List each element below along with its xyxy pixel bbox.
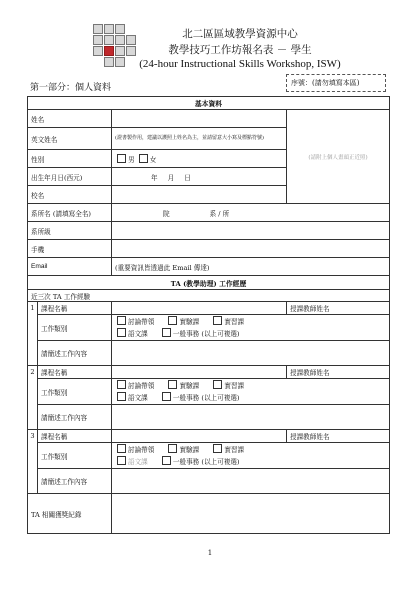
practice-label: 實習課 [224,317,245,326]
year-label: 年 [151,173,158,182]
phone-label: 手機 [28,240,112,258]
part-one-label: 第一部分：個人資料 [30,83,112,93]
type-label: 工作類別 [38,379,112,405]
language-label: 語文課 [128,329,148,338]
discuss-label: 討論帶領 [128,445,155,454]
discuss-label: 討論帶領 [128,317,155,326]
multi-note: (以上可複選) [201,329,240,338]
birth-label: 出生年月日(西元) [28,168,112,186]
teacher-label: 授課教師姓名 [287,302,390,315]
lab-label: 實驗課 [179,445,200,454]
discuss-checkbox[interactable] [117,380,126,389]
practice-checkbox[interactable] [213,380,222,389]
lab-label: 實驗課 [179,381,200,390]
discuss-checkbox[interactable] [117,316,126,325]
photo-box[interactable]: (請附上個人畫頭正近照) [287,110,390,204]
practice-checkbox[interactable] [213,444,222,453]
general-checkbox[interactable] [162,392,171,401]
general-checkbox[interactable] [162,456,171,465]
course-field[interactable] [112,430,287,443]
desc-label: 請簡述工作內容 [38,405,112,430]
general-label: 一般事務 [172,329,200,338]
awards-field[interactable] [112,494,390,534]
dept-unit-label: 系 / 所 [209,209,230,218]
ta-recent-label: 近三次 TA 工作經驗 [28,290,390,302]
awards-label: TA 相關獲獎紀錄 [28,494,112,534]
form-subtitle: (24-hour Instructional Skills Workshop, ISW) [139,58,341,70]
eng-name-note[interactable]: (證書製作用，建議以護照上姓名為主，並請留意大小寫及標點符號) [112,128,287,150]
teacher-label: 授課教師姓名 [287,430,390,443]
phone-field[interactable] [112,240,390,258]
email-field[interactable] [112,258,390,276]
course-label: 課程名稱 [38,302,112,315]
form-title: 教學技巧工作坊報名表 － 學生 [168,44,312,56]
month-label: 月 [167,173,175,182]
language-checkbox[interactable] [117,392,126,401]
eng-name-label: 英文姓名 [28,128,112,150]
type-options [112,443,390,469]
entry-number: 2 [28,366,38,430]
entry-number: 1 [28,302,38,366]
discuss-checkbox[interactable] [117,444,126,453]
ta-section-title: TA (教學助理) 工作經歷 [28,276,390,290]
language-checkbox[interactable] [117,456,126,465]
teacher-label: 授課教師姓名 [287,366,390,379]
serial-box: 序號：(請勿填寫本區) [286,74,386,92]
language-label: 語文課 [128,393,148,402]
birth-field[interactable] [112,168,287,186]
day-label: 日 [184,173,191,182]
discuss-label: 討論帶領 [128,381,155,390]
gender-options [112,150,287,168]
page-number: 1 [207,549,213,557]
type-options [112,315,390,341]
dept-label: 系所名 (請填寫全名) [28,204,112,222]
course-field[interactable] [112,302,287,315]
grade-label: 系所級 [28,222,112,240]
center-name: 北二區區域教學資源中心 [182,28,298,40]
practice-label: 實習課 [224,381,245,390]
grade-field[interactable] [112,222,390,240]
language-checkbox[interactable] [117,328,126,337]
general-label: 一般事務 [172,457,200,466]
desc-field[interactable] [112,405,390,430]
practice-checkbox[interactable] [213,316,222,325]
male-label: 男 [128,155,135,164]
desc-field[interactable] [112,341,390,366]
name-field[interactable] [112,110,287,128]
school-label: 校名 [28,186,112,204]
multi-note: (以上可複選) [201,393,240,402]
lab-checkbox[interactable] [168,444,177,453]
type-options [112,379,390,405]
multi-note: (以上可複選) [201,457,240,466]
course-label: 課程名稱 [38,430,112,443]
type-label: 工作類別 [38,443,112,469]
course-label: 課程名稱 [38,366,112,379]
basic-section-title: 基本資料 [28,97,390,110]
desc-label: 請簡述工作內容 [38,469,112,494]
lab-checkbox[interactable] [168,380,177,389]
course-field[interactable] [112,366,287,379]
general-label: 一般事務 [172,393,200,402]
language-label: 語文課 [128,457,148,466]
lab-label: 實驗課 [179,317,200,326]
dept-field[interactable] [112,204,390,222]
college-label: 院 [163,209,170,218]
email-label: Email [28,258,112,276]
desc-label: 請簡述工作內容 [38,341,112,366]
female-checkbox[interactable] [139,154,148,163]
male-checkbox[interactable] [117,154,126,163]
female-label: 女 [149,155,157,164]
practice-label: 實習課 [224,445,245,454]
entry-number: 3 [28,430,38,494]
name-label: 姓名 [28,110,112,128]
lab-checkbox[interactable] [168,316,177,325]
general-checkbox[interactable] [162,328,171,337]
email-note: (重要資訊皆透過此 Email 傳達) [115,263,210,272]
gender-label: 性別 [28,150,112,168]
desc-field[interactable] [112,469,390,494]
type-label: 工作類別 [38,315,112,341]
school-field[interactable] [112,186,287,204]
registration-table [27,96,390,534]
